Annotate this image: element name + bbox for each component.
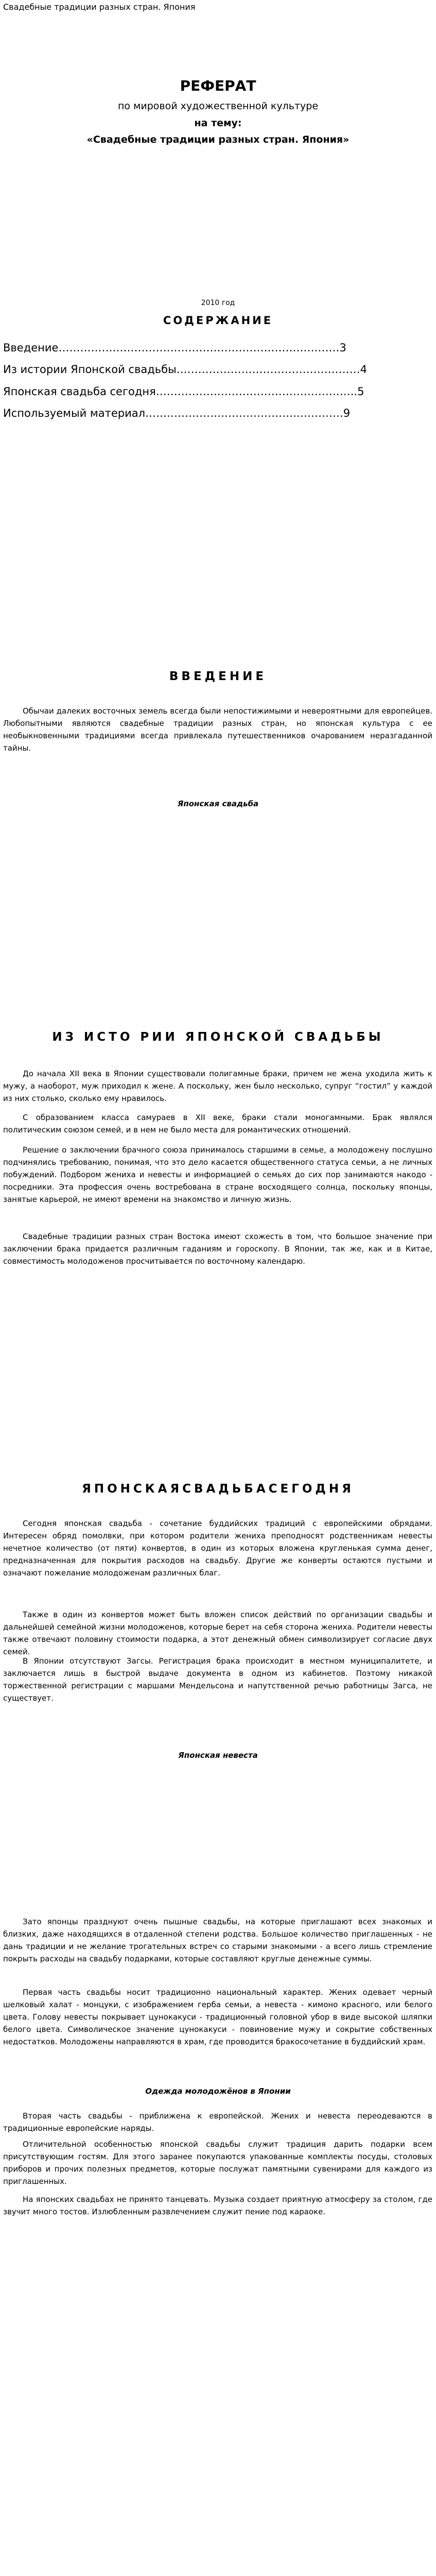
today-paragraph-8: На японских свадьбах не принято танцевать. Музыка создает приятную атмосферу за столом, где звучит много тостов. Излюбленным развлечением служит пение под караоке. — [3, 2195, 432, 2216]
today-paragraph-5: Первая часть свадьбы носит традиционно национальный характер. Жених одевает черный шелковый халат - монцуки, с изображением герба семьи, а невеста - кимоно красного, или белого цвета. Голову невесты покрывает цунокакуси - традиционный головной убор в виде высокой шляпки белого цвета. Символическое значение цунокакуси - повиновение мужу и сокрытие собственных недостатков. Молодожены направляются в храм, где проводится бракосочетание в буддийский храм. — [3, 1988, 432, 2046]
toc-item-material: Используемый материал……………………………………………….9 — [3, 407, 351, 419]
history-paragraph-1: До начала XII века в Японии существовали полигамные браки, причем не жена уходила жить к мужу, а наоборот, муж приходил к жене. А поскольку, жен было несколько, супруг “гостил” у каждой из них столько, сколько ему нравилось. — [3, 1069, 432, 1103]
topic-label: на тему: — [194, 117, 242, 129]
toc-item-intro: Введение……………………………………………………………………3 — [3, 342, 346, 354]
history-paragraph-3: Решение о заключении брачного союза принималось старшими в семье, а молодожену послушно подчинялись требованию, понимая, что это дело касается общественного статуса семьи, а не личных побуждений. Подбором жениха и невесты и информацией о семьях до сих пор занимаются накодо - посредники. Эта профессия очень востребована в стране восходящего солнца, поскольку японцы, занятые карьерой, не имеют времени на знакомство и личную жизнь. — [3, 1145, 432, 1204]
toc-item-today: Японская свадьба сегодня………………………………………………..5 — [3, 385, 364, 398]
history-paragraph-4: Свадебные традиции разных стран Востока имеют схожесть в том, что большое значение при заключении брака придается различным гаданиям и гороскопу. В Японии, так же, как и в Китае, совместимость молодоженов просчитывается по восточному календарю. — [3, 1232, 432, 1266]
intro-heading: ВВЕДЕНИЕ — [169, 670, 267, 683]
history-paragraph-2: С образованием класса самураев в XII веке, браки стали моногамными. Брак являлся политическим союзом семей, и в нем не было места для романтических отношений. — [3, 1113, 432, 1134]
clothing-image-caption: Одежда молодожёнов в Японии — [145, 2087, 291, 2096]
today-paragraph-3: В Японии отсутствуют Загсы. Регистрация брака происходит в местном муниципалитете, и заключается лишь в быстрой выдаче документа в одном из кабинетов. Поэтому никакой торжественной регистрации с маршами Мендельсона и напутственной речью работницы Загса, не существует. — [3, 1656, 432, 1703]
bride-image-caption: Японская невеста — [178, 1751, 258, 1760]
today-paragraph-2: Также в один из конвертов может быть вложен список действий по организации свадьбы и дальнейшей семейной жизни молодоженов, которые берет на себя сторона жениха. Родители невесты также отвечают половину стоимости подарка, а этот денежный обмен символизирует согласие двух семей. — [3, 1610, 432, 1656]
today-paragraph-6: Вторая часть свадьбы - приближена к европейской. Жених и невеста переодеваются в традиционные европейские наряды. — [3, 2111, 432, 2133]
year-label: 2010 год — [201, 299, 235, 307]
document-header: Свадебные традиции разных стран. Япония — [3, 2, 196, 12]
today-paragraph-4: Зато японцы празднуют очень пышные свадьбы, на которые приглашают всех знакомых и близких, даже находящихся в отдаленной степени родства. Большое количество приглашенных - не дань традиции и не желание трогательных встреч со старыми знакомыми - а всего лишь стремление покрыть расходы на свадьбу подарками, которые составляют круглые денежные суммы. — [3, 1917, 432, 1963]
referat-title: РЕФЕРАТ — [180, 77, 256, 94]
today-heading: ЯПОНСКАЯСВАДЬБАСЕГОДНЯ — [82, 1482, 354, 1496]
intro-image-caption: Японская свадьба — [177, 799, 259, 808]
today-paragraph-1: Сегодня японская свадьба - сочетание буддийских традиций с европейскими обрядами. Интересен обряд помолвки, при котором родители жениха преподносят родственникам невесты нечетное количество (от пяти) конвертов, в один из которых вложена кругленькая сумма денег, предназначенная для покрытия расходов на свадьбу. Другие же конверты остаются пустыми и означают пожелание молодоженам различных благ. — [3, 1519, 432, 1578]
toc-item-history: Из истории Японской свадьбы……………………………………………4 — [3, 363, 368, 376]
intro-paragraph: Обычаи далеких восточных земель всегда были непостижимыми и невероятными для европейцев. Любопытными являются свадебные традиции разных стран, но японская культура с ее необыкновенными традициями всегда привлекала путешественников очарованием неразгаданной тайны. — [3, 706, 432, 753]
topic-title: «Свадебные традиции разных стран. Япония» — [86, 134, 350, 145]
toc-heading: СОДЕРЖАНИЕ — [163, 314, 273, 327]
subject-line: по мировой художественной культуре — [117, 100, 319, 112]
history-heading: ИЗ ИСТО РИИ ЯПОНСКОЙ СВАДЬБЫ — [52, 1030, 384, 1044]
today-paragraph-7: Отличительной особенностью японской свадьбы служит традиция дарить подарки всем присутствующим гостям. Для этого заранее покупаются упакованные комплекты посуды, столовых приборов и прочих полезных предметов, которые послужат памятными сувенирами для каждого из приглашенных. — [3, 2140, 432, 2186]
